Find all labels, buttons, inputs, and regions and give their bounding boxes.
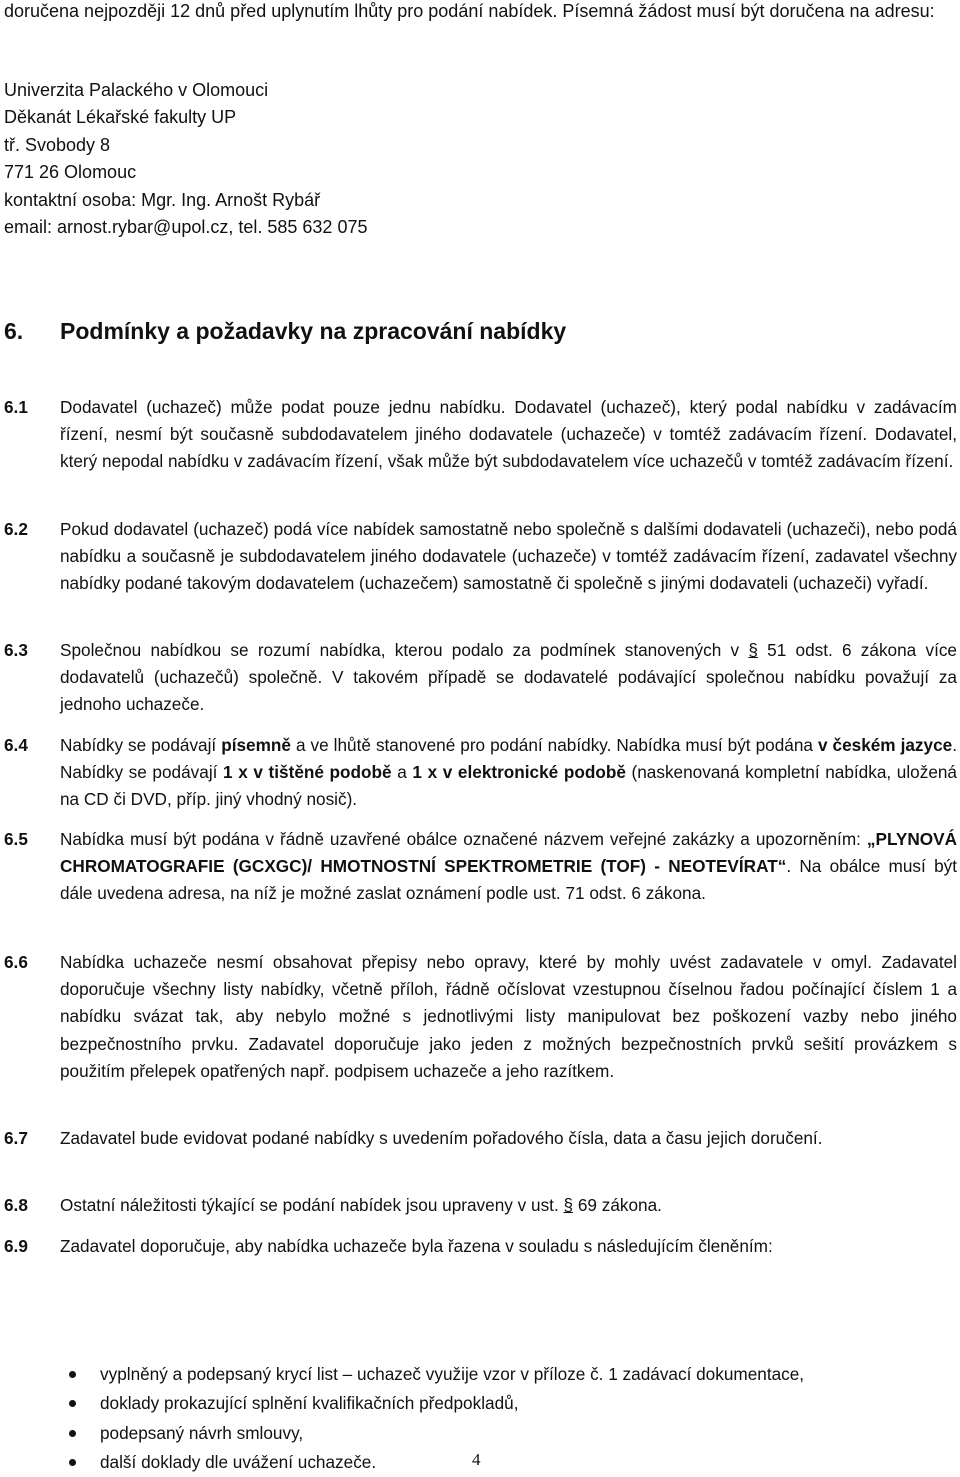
clause-text: Nabídky se podávají písemně a ve lhůtě stanovené pro podání nabídky. Nabídka musí být podána v českém jazyce. Nabídky se podávají 1 x v tištěné podobě a 1 x v elektronické podobě (naskenovaná kompletní nabídka, uložená na CD či DVD, příp. jiný vhodný nosič). [60,735,957,810]
list-item: podepsaný návrh smlouvy, [60,1419,940,1448]
clause-text: Zadavatel bude evidovat podané nabídky s uvedením pořadového čísla, data a času jejich doručení. [60,1128,823,1148]
page-number: 4 [472,1450,481,1469]
address-block [4,77,367,241]
clause-text: Společnou nabídkou se rozumí nabídka, kterou podalo za podmínek stanovených v § 51 odst. 6 zákona více dodavatelů (uchazečů) společně. V takovém případě se dodavatelé podávající společnou nabídku považují za jednoho uchazeče. [60,640,957,715]
clause-number: 6.7 [4,1128,28,1148]
clause-number: 6.9 [4,1236,28,1256]
clause-6-7 [4,1125,957,1152]
bullet-icon [69,1400,76,1407]
section-sign: § [748,640,758,660]
clause-number: 6.1 [4,397,28,417]
list-item: doklady prokazující splnění kvalifikačních předpokladů, [60,1389,940,1418]
address-line: tř. Svobody 8 [4,134,111,155]
clause-6-2 [4,516,957,598]
clause-6-4 [4,732,957,814]
clause-text: Ostatní náležitosti týkající se podání nabídek jsou upraveny v ust. § 69 zákona. [60,1195,662,1215]
clause-6-1 [4,394,957,476]
clause-text: Nabídka musí být podána v řádně uzavřené obálce označené názvem veřejné zakázky a upozorněním: „PLYNOVÁ CHROMATOGRAFIE (GCXGC)/ HMOTNOSTNÍ SPEKTROMETRIE (TOF) - NEOTEVÍRAT“. Na obálce musí být dále uvedena adresa, na níž je možné zaslat oznámení podle ust. 71 odst. 6 zákona. [60,829,958,904]
section-title: Podmínky a požadavky na zpracování nabídky [60,318,567,344]
section-number: 6. [4,318,24,344]
section-sign: § [563,1195,574,1215]
address-line: email: arnost.rybar@upol.cz, tel. 585 632 075 [4,217,368,238]
clause-text: Pokud dodavatel (uchazeč) podá více nabídek samostatně nebo společně s dalšími dodavateli (uchazeči), nebo podá nabídku a současně je subdodavatelem jiného dodavatele (uchazeče) v tomtéž zadávacím řízení, zadavatel všechny nabídky podané takovým dodavatelem (uchazečem) samostatně či společně s jinými dodavateli (uchazeči) vyřadí. [60,519,957,594]
bullet-icon [69,1371,76,1378]
bullet-icon [69,1459,76,1466]
clause-number: 6.2 [4,519,28,539]
clause-6-8 [4,1192,957,1219]
clause-text: Zadavatel doporučuje, aby nabídka uchazeče byla řazena v souladu s následujícím členěním: [60,1236,773,1256]
clause-text: Nabídka uchazeče nesmí obsahovat přepisy nebo opravy, které by mohly uvést zadavatele v omyl. Zadavatel doporučuje všechny listy nabídky, včetně příloh, řádně očíslovat vzestupnou číselnou řadou počínající číslem 1 a nabídku svázat tak, aby nebylo možné s jednotlivými listy manipulovat bez poškození vazby nebo jiného bezpečnostního prvku. Zadavatel doporučuje jako jeden z možných bezpečnostních prvků sešití provázkem s použitím přelepek opatřených např. podpisem uchazeče a jeho razítkem. [60,952,957,1081]
intro-paragraph: doručena nejpozději 12 dnů před uplynutím lhůty pro podání nabídek. Písemná žádost musí být doručena na adresu: [4,1,935,21]
address-line: Univerzita Palackého v Olomouci [4,80,269,100]
bullet-icon [69,1430,76,1437]
clause-6-9 [4,1233,957,1260]
section-heading [4,314,566,348]
clause-number: 6.8 [4,1195,28,1215]
clause-6-6 [4,949,957,1085]
clause-number: 6.5 [4,829,28,849]
address-line: 771 26 Olomouc [4,162,137,183]
bullet-list [60,1360,940,1477]
clause-number: 6.4 [4,735,28,755]
clause-text: Dodavatel (uchazeč) může podat pouze jednu nabídku. Dodavatel (uchazeč), který podal nabídku v zadávacím řízení, nesmí být současně subdodavatelem jiného dodavatele (uchazeče) v tomtéž zadávacím řízení. Dodavatel, který nepodal nabídku v zadávacím řízení, však může být subdodavatelem více uchazečů v tomtéž zadávacím řízení. [60,397,957,472]
list-item: vyplněný a podepsaný krycí list – uchazeč využije vzor v příloze č. 1 zadávací dokumentace, [60,1360,940,1389]
clause-number: 6.3 [4,640,28,660]
clause-6-5 [4,826,957,908]
address-line: Děkanát Lékařské fakulty UP [4,107,237,128]
clause-6-3 [4,637,957,719]
clause-number: 6.6 [4,952,28,972]
address-line: kontaktní osoba: Mgr. Ing. Arnošt Rybář [4,189,321,210]
list-item: další doklady dle uvážení uchazeče. [60,1448,940,1477]
